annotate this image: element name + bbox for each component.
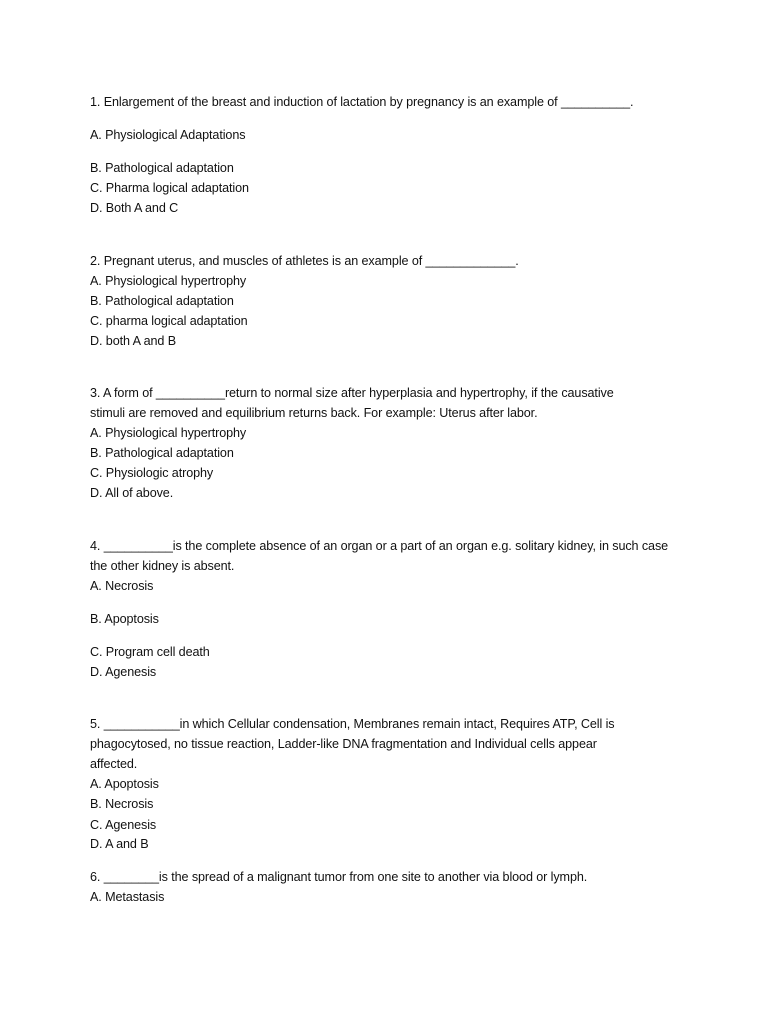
question-3-text-line-1: 3. A form of __________return to normal size after hyperplasia and hypertrophy, if the causative (90, 386, 614, 400)
question-4-option-a: A. Necrosis (90, 579, 154, 593)
question-5-option-c: C. Agenesis (90, 818, 157, 832)
question-2-option-a: A. Physiological hypertrophy (90, 274, 247, 288)
question-4-text-line-1: 4. __________is the complete absence of an organ or a part of an organ e.g. solitary kidney, in such case (90, 539, 669, 553)
question-1-option-c: C. Pharma logical adaptation (90, 181, 249, 195)
question-2-option-d: D. both A and B (90, 334, 177, 348)
question-3-text-line-2: stimuli are removed and equilibrium returns back. For example: Uterus after labor. (90, 406, 538, 420)
question-1-option-d: D. Both A and C (90, 201, 179, 215)
question-5-text-line-2: phagocytosed, no tissue reaction, Ladder-like DNA fragmentation and Individual cells appear (90, 737, 597, 751)
question-5-text-line-1: 5. ___________in which Cellular condensation, Membranes remain intact, Requires ATP, Cell is (90, 717, 615, 731)
question-5-option-d: D. A and B (90, 837, 149, 851)
question-1-option-b: B. Pathological adaptation (90, 161, 234, 175)
question-5-text-line-3: affected. (90, 757, 138, 771)
question-2-option-b: B. Pathological adaptation (90, 294, 234, 308)
question-1-text: 1. Enlargement of the breast and induction of lactation by pregnancy is an example of __________. (90, 95, 634, 109)
question-5-option-b: B. Necrosis (90, 797, 154, 811)
question-3-option-b: B. Pathological adaptation (90, 446, 234, 460)
question-6-option-a: A. Metastasis (90, 890, 165, 904)
question-5-option-a: A. Apoptosis (90, 777, 159, 791)
question-6-text: 6. ________is the spread of a malignant tumor from one site to another via blood or lymph. (90, 870, 588, 884)
question-4-option-c: C. Program cell death (90, 645, 210, 659)
question-3-option-d: D. All of above. (90, 486, 174, 500)
question-4-text-line-2: the other kidney is absent. (90, 559, 235, 573)
question-4-option-d: D. Agenesis (90, 665, 157, 679)
question-3-option-a: A. Physiological hypertrophy (90, 426, 247, 440)
question-1-option-a: A. Physiological Adaptations (90, 128, 246, 142)
question-2-text: 2. Pregnant uterus, and muscles of athletes is an example of _____________. (90, 254, 519, 268)
question-4-option-b: B. Apoptosis (90, 612, 159, 626)
question-2-option-c: C. pharma logical adaptation (90, 314, 248, 328)
question-3-option-c: C. Physiologic atrophy (90, 466, 214, 480)
